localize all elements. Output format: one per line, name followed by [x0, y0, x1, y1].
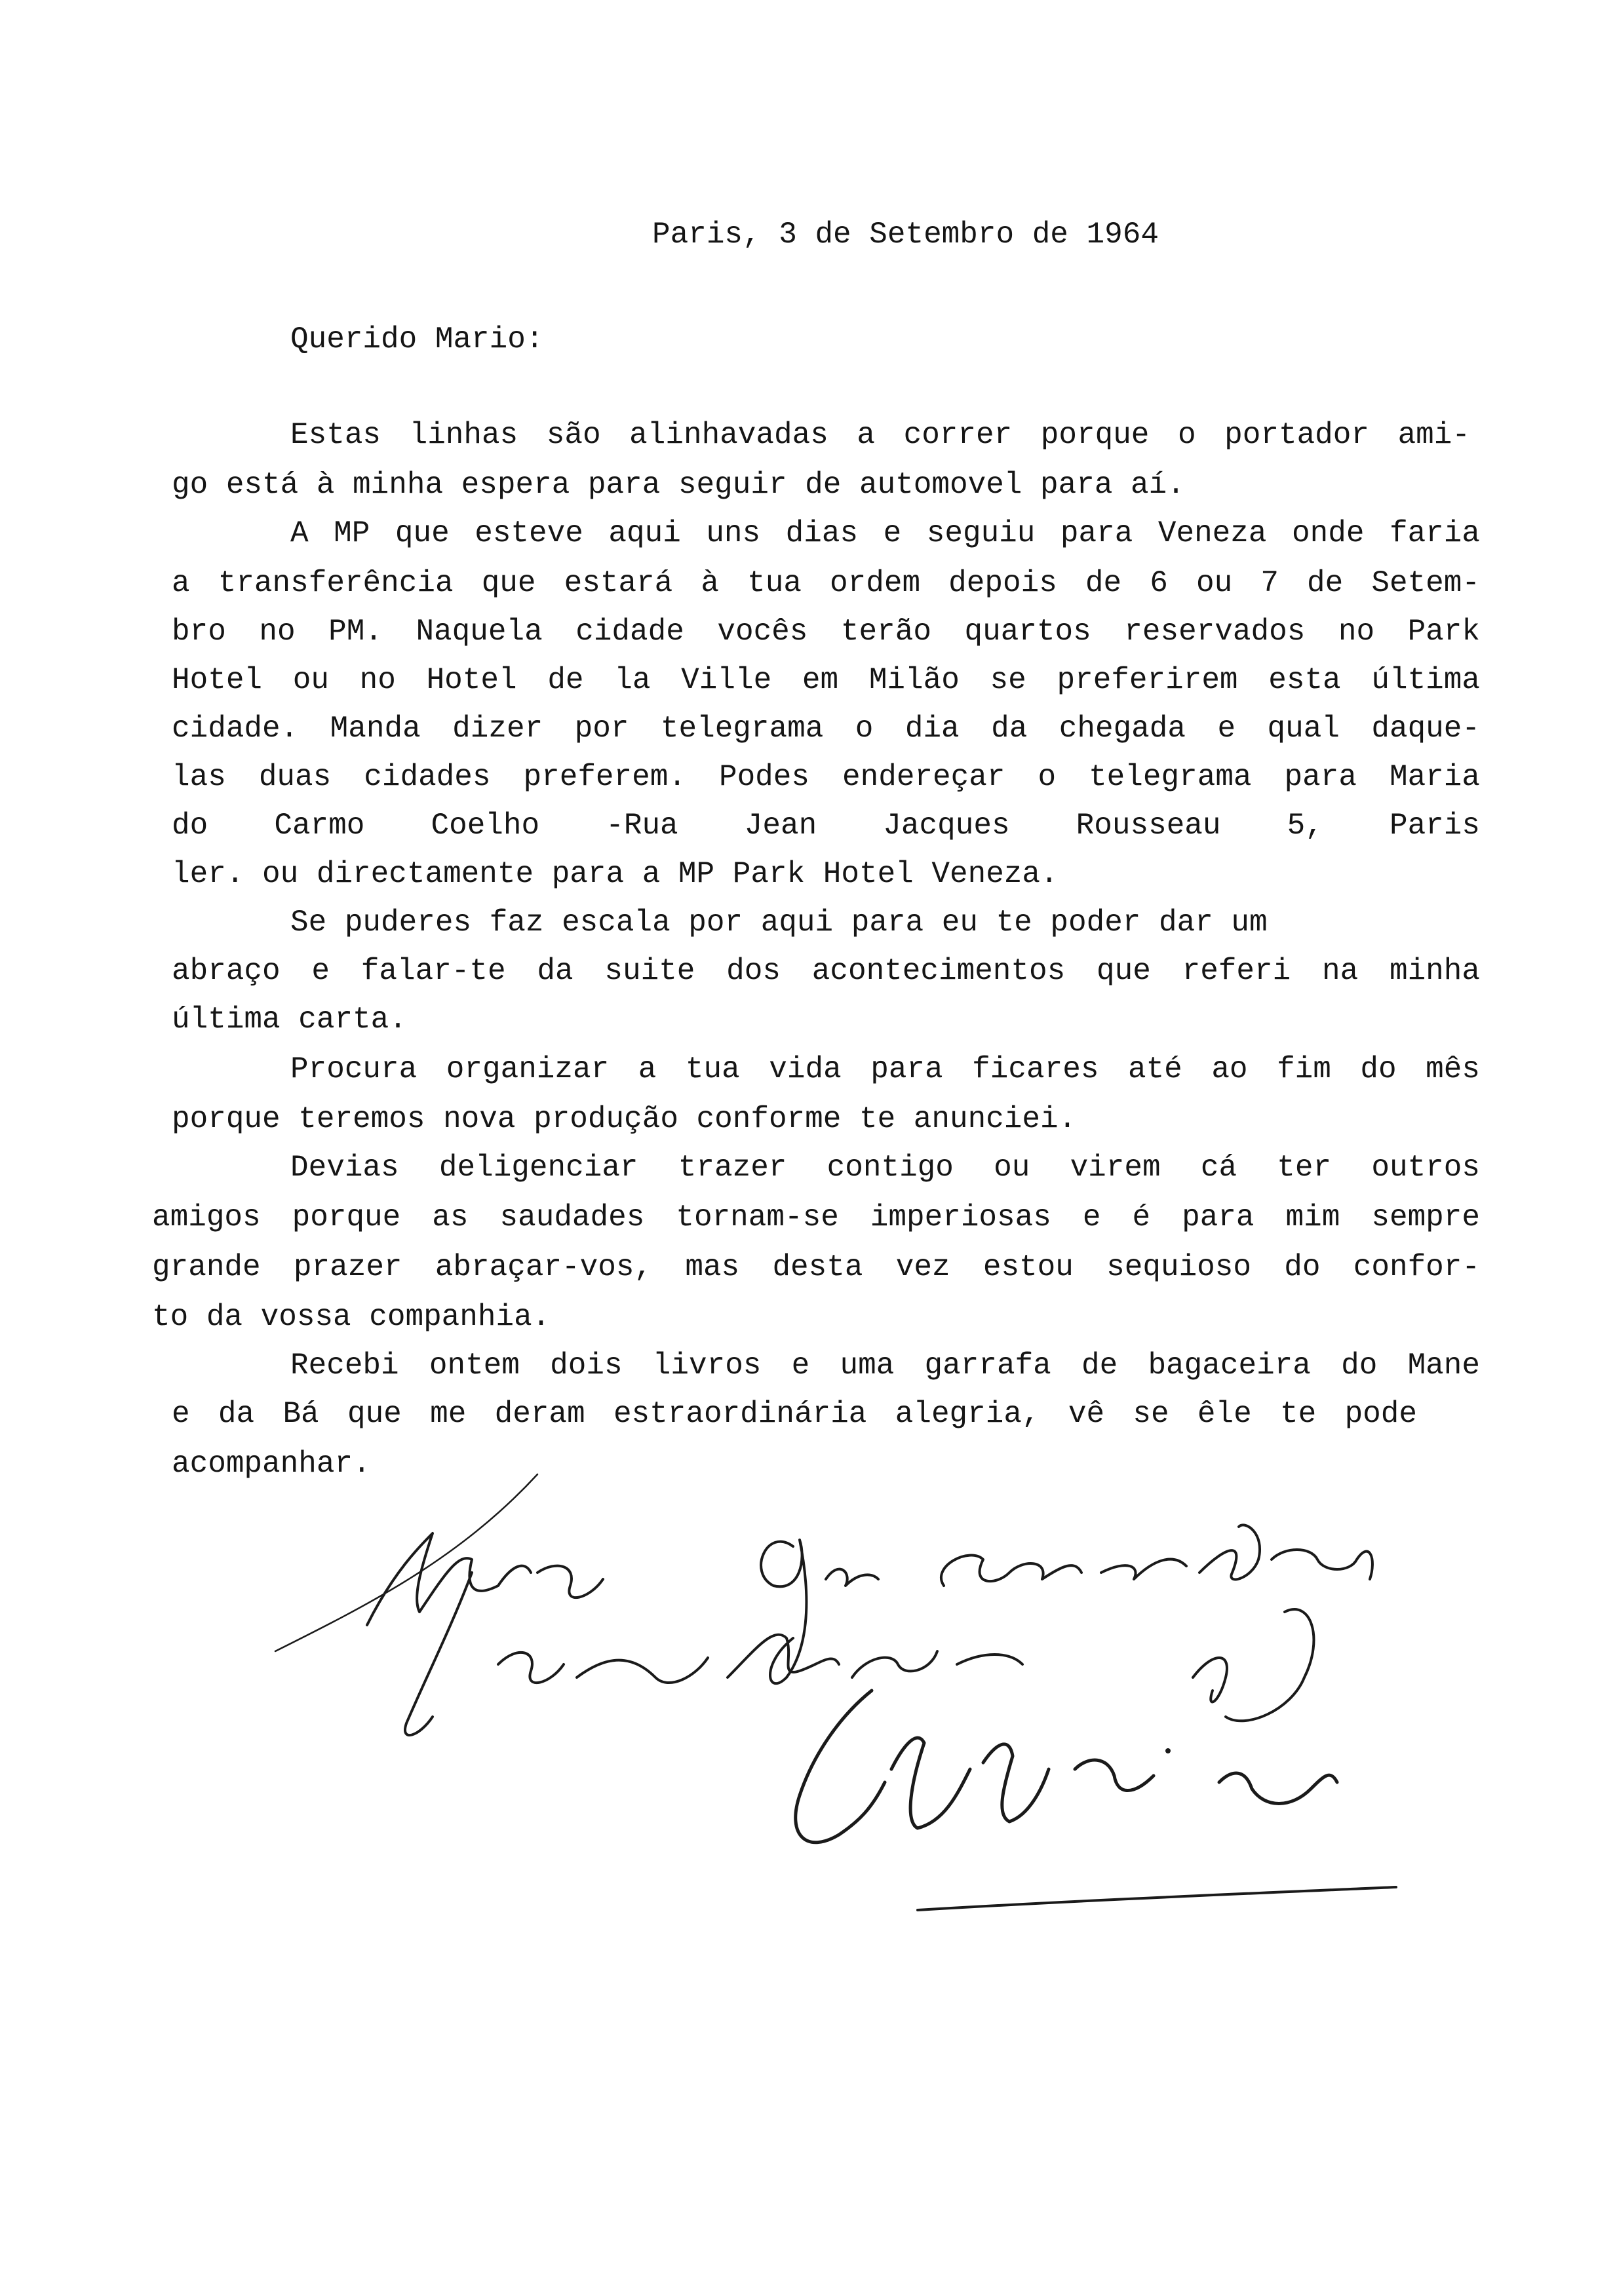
body-line: A MP que esteve aqui uns dias e seguiu para Veneza onde faria	[290, 516, 1480, 550]
body-line: do Carmo Coelho -Rua Jean Jacques Rousseau 5, Paris	[172, 809, 1480, 843]
body-line: acompanhar.	[172, 1447, 371, 1481]
body-line: Se puderes faz escala por aqui para eu te poder dar um	[290, 906, 1268, 940]
body-line: última carta.	[172, 1003, 407, 1037]
body-line: bro no PM. Naquela cidade vocês terão quartos reservados no Park	[172, 615, 1480, 649]
body-line: to da vossa companhia.	[152, 1300, 551, 1334]
body-line: a transferência que estará à tua ordem depois de 6 ou 7 de Setem-	[172, 566, 1480, 600]
body-line: porque teremos nova produção conforme te anunciei.	[172, 1102, 1077, 1136]
body-line: Recebi ontem dois livros e uma garrafa de bagaceira do Mane	[290, 1349, 1480, 1383]
body-line: Hotel ou no Hotel de la Ville em Milão se preferirem esta última	[172, 663, 1480, 697]
body-line: e da Bá que me deram estraordinária alegria, vê se êle te pode	[172, 1397, 1417, 1431]
body-line: cidade. Manda dizer por telegrama o dia da chegada e qual daque-	[172, 712, 1480, 746]
body-line: abraço e falar-te da suite dos acontecimentos que referi na minha	[172, 954, 1480, 988]
letter-date: Paris, 3 de Setembro de 1964	[652, 218, 1159, 252]
body-line: go está à minha espera para seguir de automovel para aí.	[172, 468, 1185, 502]
letter-salutation: Querido Mario:	[290, 322, 544, 356]
body-line: Devias deligenciar trazer contigo ou virem cá ter outros	[290, 1151, 1480, 1185]
body-line: Procura organizar a tua vida para ficares até ao fim do mês	[290, 1052, 1480, 1086]
body-line: amigos porque as saudades tornam-se imperiosas e é para mim sempre	[152, 1200, 1480, 1234]
body-line: ler. ou directamente para a MP Park Hotel Veneza.	[172, 857, 1059, 891]
body-line: Estas linhas são alinhavadas a correr porque o portador ami-	[290, 418, 1470, 452]
body-line: grande prazer abraçar-vos, mas desta vez estou sequioso do confor-	[152, 1250, 1480, 1284]
body-line: las duas cidades preferem. Podes endereçar o telegrama para Maria	[172, 760, 1480, 794]
